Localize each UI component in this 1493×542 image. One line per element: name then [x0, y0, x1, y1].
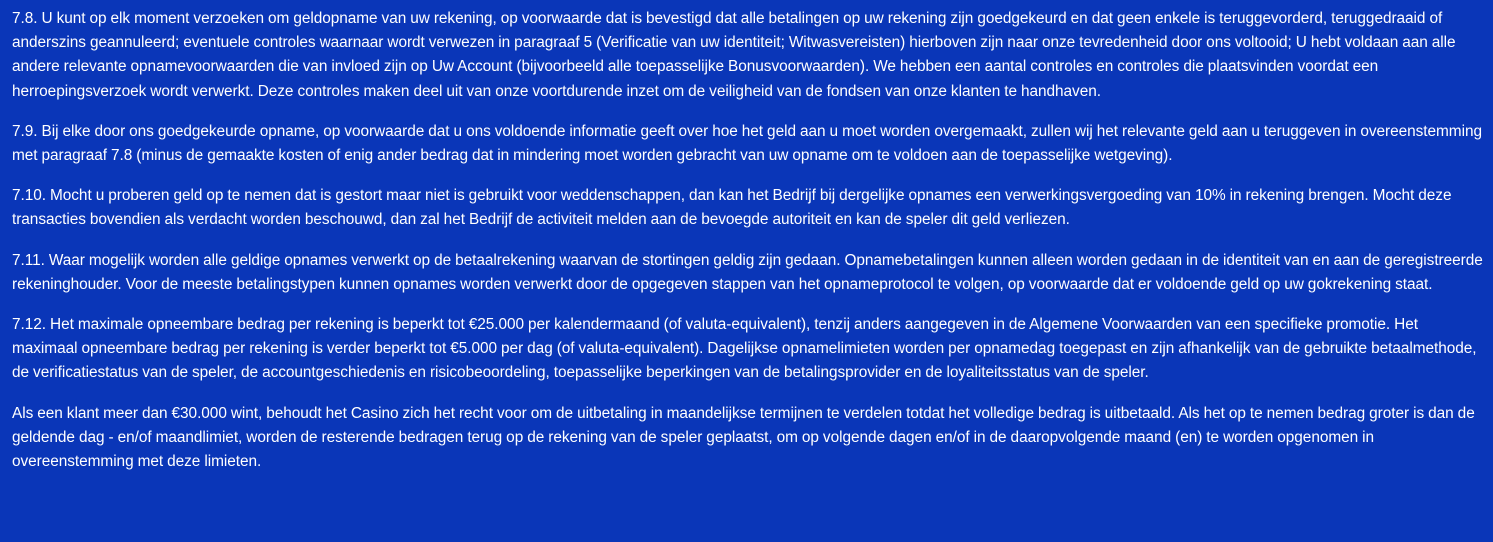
terms-paragraph-7-8: 7.8. U kunt op elk moment verzoeken om geldopname van uw rekening, op voorwaarde dat is bevestigd dat alle betalingen op uw rekening zijn goedgekeurd en dat geen enkele is teruggevorderd, teruggedraaid of anderszins geannuleerd; eventuele controles waarnaar wordt verwezen in paragraaf 5 (Verificatie van uw identiteit; Witwasvereisten) hierboven zijn naar onze tevredenheid door ons voltooid; U hebt voldaan aan alle andere relevante opnamevoorwaarden die van invloed zijn op Uw Account (bijvoorbeeld alle toepasselijke Bonusvoorwaarden). We hebben een aantal controles en controles die plaatsvinden voordat een herroepingsverzoek wordt verwerkt. Deze controles maken deel uit van onze voortdurende inzet om de veiligheid van de fondsen van onze klanten te handhaven.	[12, 10, 1456, 100]
terms-paragraph-7-10: 7.10. Mocht u proberen geld op te nemen dat is gestort maar niet is gebruikt voor weddenschappen, dan kan het Bedrijf bij dergelijke opnames een verwerkingsvergoeding van 10% in rekening brengen. Mocht deze transacties bovendien als verdacht worden beschouwd, dan zal het Bedrijf de activiteit melden aan de bevoegde autoriteit en kan de speler dit geld verliezen.	[12, 187, 1452, 229]
terms-paragraph-7-11: 7.11. Waar mogelijk worden alle geldige opnames verwerkt op de betaalrekening waarvan de stortingen geldig zijn gedaan. Opnamebetalingen kunnen alleen worden gedaan in de identiteit van en aan de geregistreerde rekeninghouder. Voor de meeste betalingstypen kunnen opnames worden verwerkt door de opgegeven stappen van het opnameprotocol te volgen, op voorwaarde dat er voldoende geld op uw gokrekening staat.	[12, 251, 1483, 293]
terms-paragraph-7-9: 7.9. Bij elke door ons goedgekeurde opname, op voorwaarde dat u ons voldoende informatie geeft over hoe het geld aan u moet worden overgemaakt, zullen wij het relevante geld aan u teruggeven in overeenstemming met paragraaf 7.8 (minus de gemaakte kosten of enig ander bedrag dat in mindering moet worden gebracht van uw opname om te voldoen aan de toepasselijke wetgeving).	[12, 122, 1482, 165]
terms-paragraph-7-12: 7.12. Het maximale opneembare bedrag per rekening is beperkt tot €25.000 per kalendermaand (of valuta-equivalent), tenzij anders aangegeven in de Algemene Voorwaarden van een specifieke promotie. Het maximaal opneembare bedrag per rekening is verder beperkt tot €5.000 per dag (of valuta-equivalent). Dagelijkse opnamelimieten worden per opnamedag toegepast en zijn afhankelijk van de gebruikte betaalmethode, de verificatiestatus van de speler, de accountgeschiedenis en risicobeoordeling, toepasselijke beperkingen van de betalingsprovider en de loyaliteitsstatus van de speler.	[12, 316, 1477, 382]
terms-paragraph-large-win-payout: Als een klant meer dan €30.000 wint, behoudt het Casino zich het recht voor om de uitbetaling in maandelijkse termijnen te verdelen totdat het volledige bedrag is uitbetaald. Als het op te nemen bedrag groter is dan de geldende dag - en/of maandlimiet, worden de resterende bedragen terug op de rekening van de speler geplaatst, om op volgende dagen en/of in de daaropvolgende maand (en) te worden opgenomen in overeenstemming met deze limieten.	[12, 404, 1475, 471]
